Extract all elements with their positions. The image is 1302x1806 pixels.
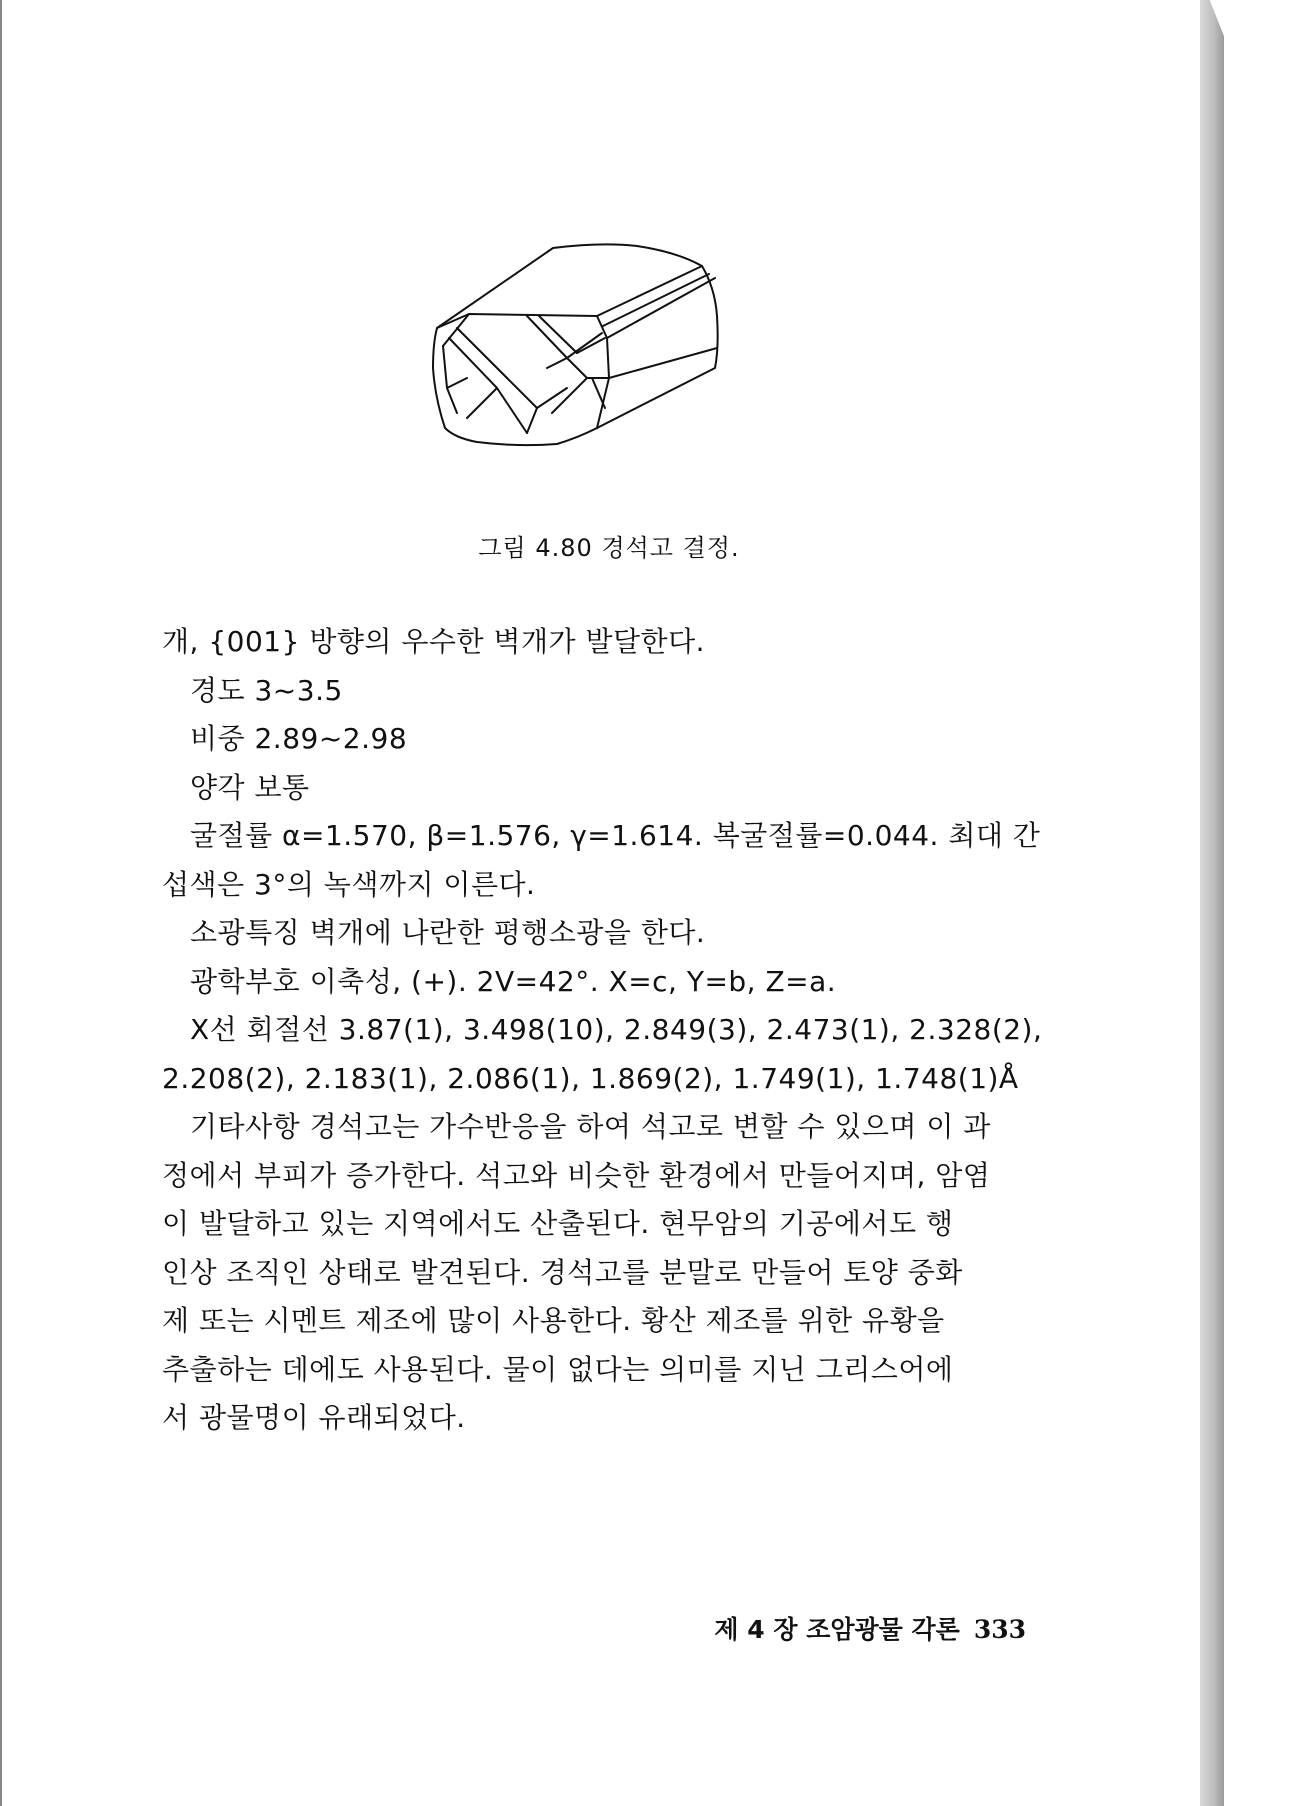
body-line: 섭색은 3°의 녹색까지 이른다. (162, 867, 536, 901)
body-line: 2.208(2), 2.183(1), 2.086(1), 1.869(2), 1.749(1), 1.748(1)Å (162, 1061, 1019, 1095)
body-line: 비중 2.89~2.98 (190, 722, 408, 755)
body-line: 서 광물명이 유래되었다. (162, 1401, 466, 1434)
body-line: 제 또는 시멘트 제조에 많이 사용한다. 황산 제조를 위한 유황을 (162, 1304, 945, 1337)
figure-caption: 그림 4.80 경석고 결정. (478, 534, 740, 562)
body-line: 이 발달하고 있는 지역에서도 산출된다. 현무암의 기공에서도 행 (162, 1207, 954, 1240)
body-line: 인상 조직인 상태로 발견된다. 경석고를 분말로 만들어 토양 중화 (162, 1255, 963, 1289)
body-line: 양각 보통 (190, 770, 310, 804)
page-footer (714, 1610, 1026, 1646)
body-line: 정에서 부피가 증가한다. 석고와 비슷한 환경에서 만들어지며, 암염 (162, 1158, 991, 1192)
chapter-title: 제 4 장 조암광물 각론 (714, 1615, 960, 1644)
body-line: 개, {001} 방향의 우수한 벽개가 발달한다. (162, 625, 706, 658)
page-edge-shadow (1200, 0, 1224, 1806)
anhydrite-crystal-figure (427, 238, 797, 473)
body-line: 경도 3~3.5 (190, 673, 343, 707)
body-line: 광학부호 이축성, (+). 2V=42°. X=c, Y=b, Z=a. (190, 964, 837, 998)
body-line: X선 회절선 3.87(1), 3.498(10), 2.849(3), 2.473(1), 2.328(2), (190, 1013, 1043, 1046)
page-number: 333 (973, 1615, 1026, 1644)
body-text (162, 618, 1042, 1443)
body-line: 기타사항 경석고는 가수반응을 하여 석고로 변할 수 있으며 이 과 (190, 1110, 991, 1143)
body-line: 굴절률 α=1.570, β=1.576, γ=1.614. 복굴절률=0.044. 최대 간 (190, 819, 1041, 852)
body-line: 소광특징 벽개에 나란한 평행소광을 한다. (190, 916, 706, 949)
body-line: 추출하는 데에도 사용된다. 물이 없다는 의미를 지닌 그리스어에 (162, 1352, 954, 1386)
